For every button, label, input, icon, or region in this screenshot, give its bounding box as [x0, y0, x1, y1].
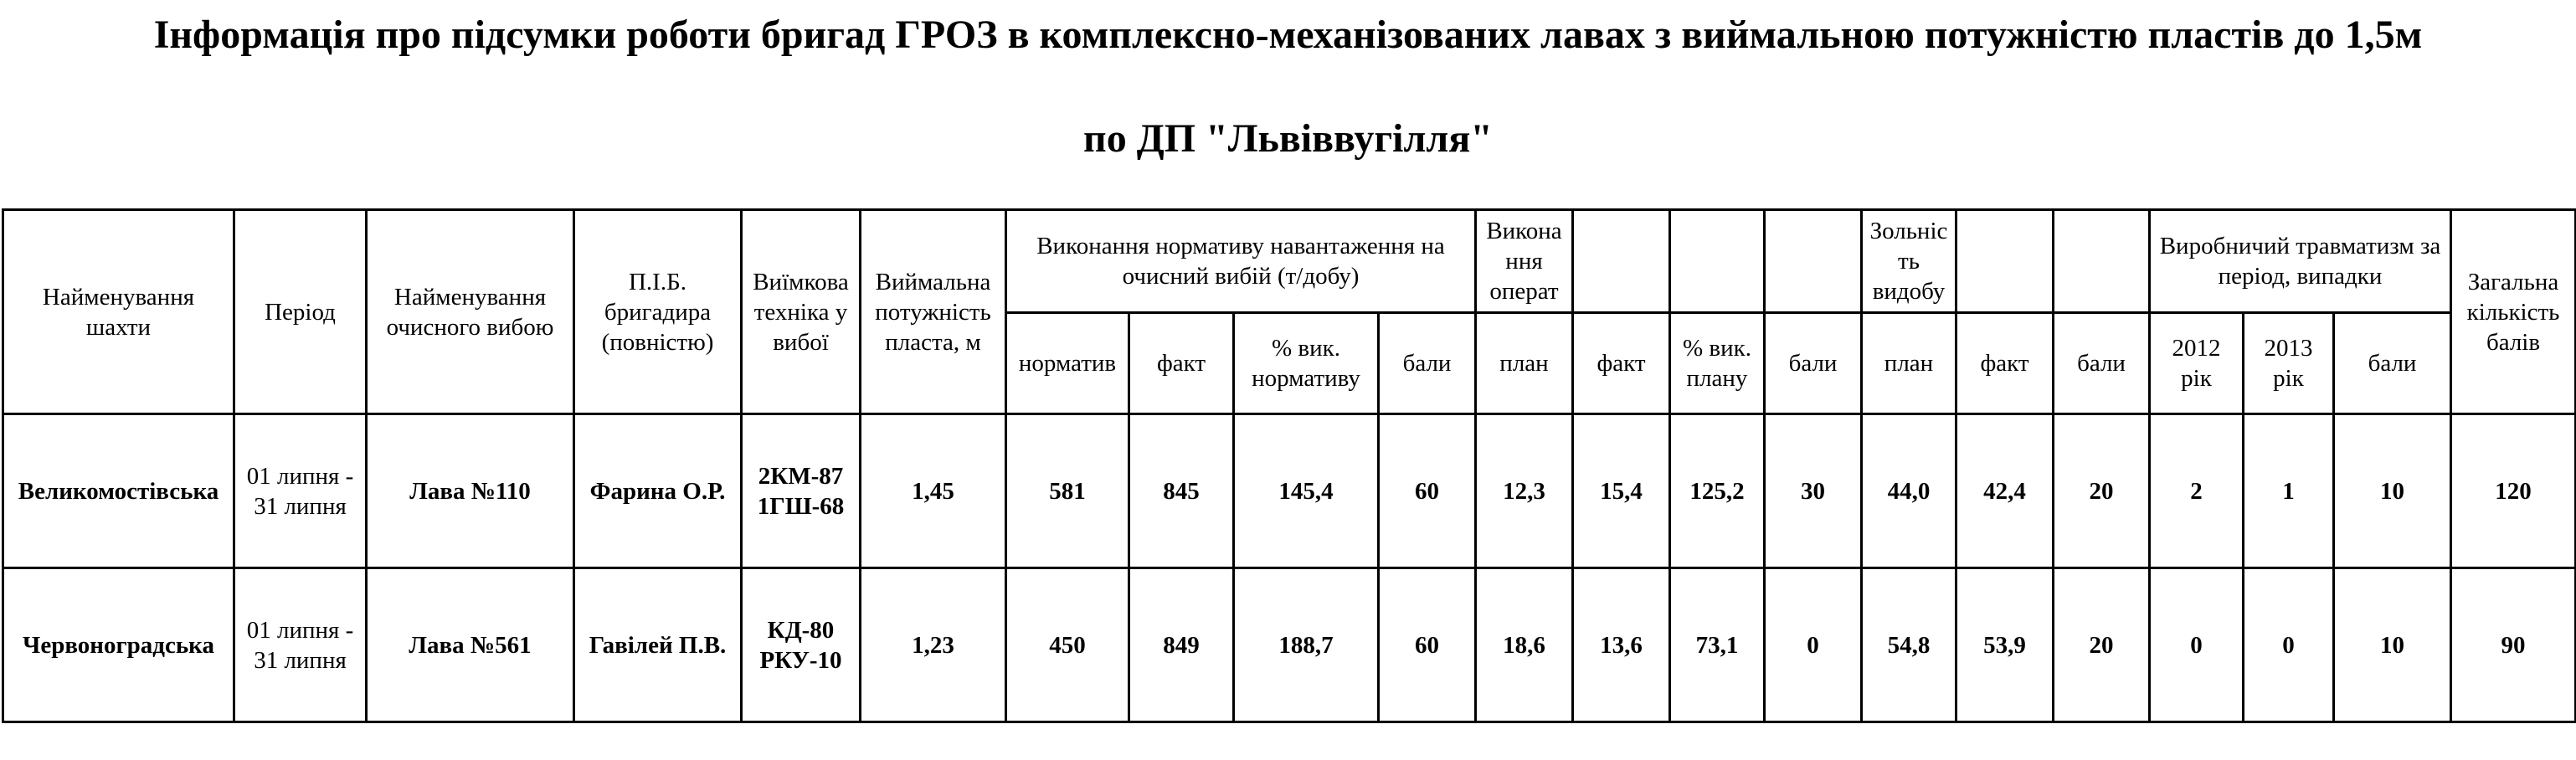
cell-injury-2012: 0: [2150, 568, 2244, 722]
table-row: [3, 414, 2576, 568]
report-title-line2: по ДП "Львіввугілля": [1083, 116, 1493, 161]
header-injury-2012: 2012 рік: [2150, 313, 2244, 414]
cell-thickness: 1,23: [861, 568, 1006, 722]
cell-mine: Червоноградська: [3, 568, 234, 722]
cell-face: Лава №561: [367, 568, 574, 722]
cell-face: Лава №110: [367, 414, 574, 568]
report-title-line1: Інформація про підсумки роботи бригад ГРОЗ в комплексно-механізованих лавах з виймальною потужністю пластів до 1,5м: [153, 13, 2423, 57]
cell-foreman: Фарина О.Р.: [574, 414, 742, 568]
cell-equipment: [742, 414, 861, 568]
cell-period: 01 липня - 31 липня: [234, 414, 367, 568]
cell-total: 120: [2451, 414, 2576, 568]
cell-oper-plan: 12,3: [1476, 414, 1573, 568]
table-row: [3, 568, 2576, 722]
cell-load-points: 60: [1379, 568, 1476, 722]
cell-oper-points: 0: [1765, 568, 1862, 722]
header-injury-2013: 2013 рік: [2244, 313, 2334, 414]
cell-oper-fact: 15,4: [1573, 414, 1670, 568]
header-mine: Найменування шахти: [3, 210, 234, 414]
header-blank-5: [2054, 210, 2150, 313]
header-face: Найменування очисного вибою: [367, 210, 574, 414]
cell-oper-pct: 125,2: [1670, 414, 1765, 568]
header-blank-3: [1765, 210, 1862, 313]
header-ash-points: бали: [2054, 313, 2150, 414]
cell-ash-fact: 42,4: [1956, 414, 2054, 568]
cell-ash-fact: 53,9: [1956, 568, 2054, 722]
header-blank-4: [1956, 210, 2054, 313]
cell-period: 01 липня - 31 липня: [234, 568, 367, 722]
header-load-fact: факт: [1129, 313, 1234, 414]
header-load-group: Виконання нормативу навантаження на очисний вибій (т/добу): [1006, 210, 1476, 313]
cell-ash-points: 20: [2054, 414, 2150, 568]
header-oper-points: бали: [1765, 313, 1862, 414]
header-blank-2: [1670, 210, 1765, 313]
header-ash-group: Зольніс ть видобу: [1862, 210, 1956, 313]
results-table: [2, 208, 2576, 723]
cell-load-fact: 849: [1129, 568, 1234, 722]
header-blank-1: [1573, 210, 1670, 313]
cell-mine: Великомостівська: [3, 414, 234, 568]
cell-ash-points: 20: [2054, 568, 2150, 722]
cell-equipment-line2: РКУ-10: [759, 646, 842, 674]
header-injury-group: Виробничий травматизм за період, випадки: [2150, 210, 2451, 313]
header-total: Загальна кількість балів: [2451, 210, 2576, 414]
cell-foreman: Гавілей П.В.: [574, 568, 742, 722]
cell-total: 90: [2451, 568, 2576, 722]
header-oper-plan: план: [1476, 313, 1573, 414]
header-load-norm: норматив: [1006, 313, 1129, 414]
cell-ash-plan: 44,0: [1862, 414, 1956, 568]
header-oper-pct: % вик. плану: [1670, 313, 1765, 414]
cell-load-norm: 450: [1006, 568, 1129, 722]
header-ash-plan: план: [1862, 313, 1956, 414]
header-load-points: бали: [1379, 313, 1476, 414]
cell-load-norm: 581: [1006, 414, 1129, 568]
header-oper-fact: факт: [1573, 313, 1670, 414]
cell-load-points: 60: [1379, 414, 1476, 568]
cell-injury-2013: 0: [2244, 568, 2334, 722]
header-oper-group: Викона ння операт: [1476, 210, 1573, 313]
cell-oper-plan: 18,6: [1476, 568, 1573, 722]
cell-equipment-line1: КД-80: [767, 616, 835, 644]
header-thickness: Виймальна потужність пласта, м: [861, 210, 1006, 414]
cell-equipment-line2: 1ГШ-68: [757, 492, 845, 520]
header-ash-fact: факт: [1956, 313, 2054, 414]
cell-load-pct: 188,7: [1234, 568, 1379, 722]
cell-injury-2012: 2: [2150, 414, 2244, 568]
cell-oper-fact: 13,6: [1573, 568, 1670, 722]
cell-equipment-line1: 2КМ-87: [758, 462, 844, 490]
header-load-pct: % вик. нормативу: [1234, 313, 1379, 414]
header-foreman: П.І.Б. бригадира (повністю): [574, 210, 742, 414]
cell-injury-2013: 1: [2244, 414, 2334, 568]
cell-thickness: 1,45: [861, 414, 1006, 568]
cell-oper-pct: 73,1: [1670, 568, 1765, 722]
header-injury-points: бали: [2334, 313, 2451, 414]
cell-injury-points: 10: [2334, 414, 2451, 568]
header-row-1: [3, 210, 2576, 313]
cell-injury-points: 10: [2334, 568, 2451, 722]
cell-load-pct: 145,4: [1234, 414, 1379, 568]
cell-ash-plan: 54,8: [1862, 568, 1956, 722]
cell-oper-points: 30: [1765, 414, 1862, 568]
cell-load-fact: 845: [1129, 414, 1234, 568]
header-period: Період: [234, 210, 367, 414]
cell-equipment: [742, 568, 861, 722]
header-equipment: Виїмкова техніка у вибої: [742, 210, 861, 414]
